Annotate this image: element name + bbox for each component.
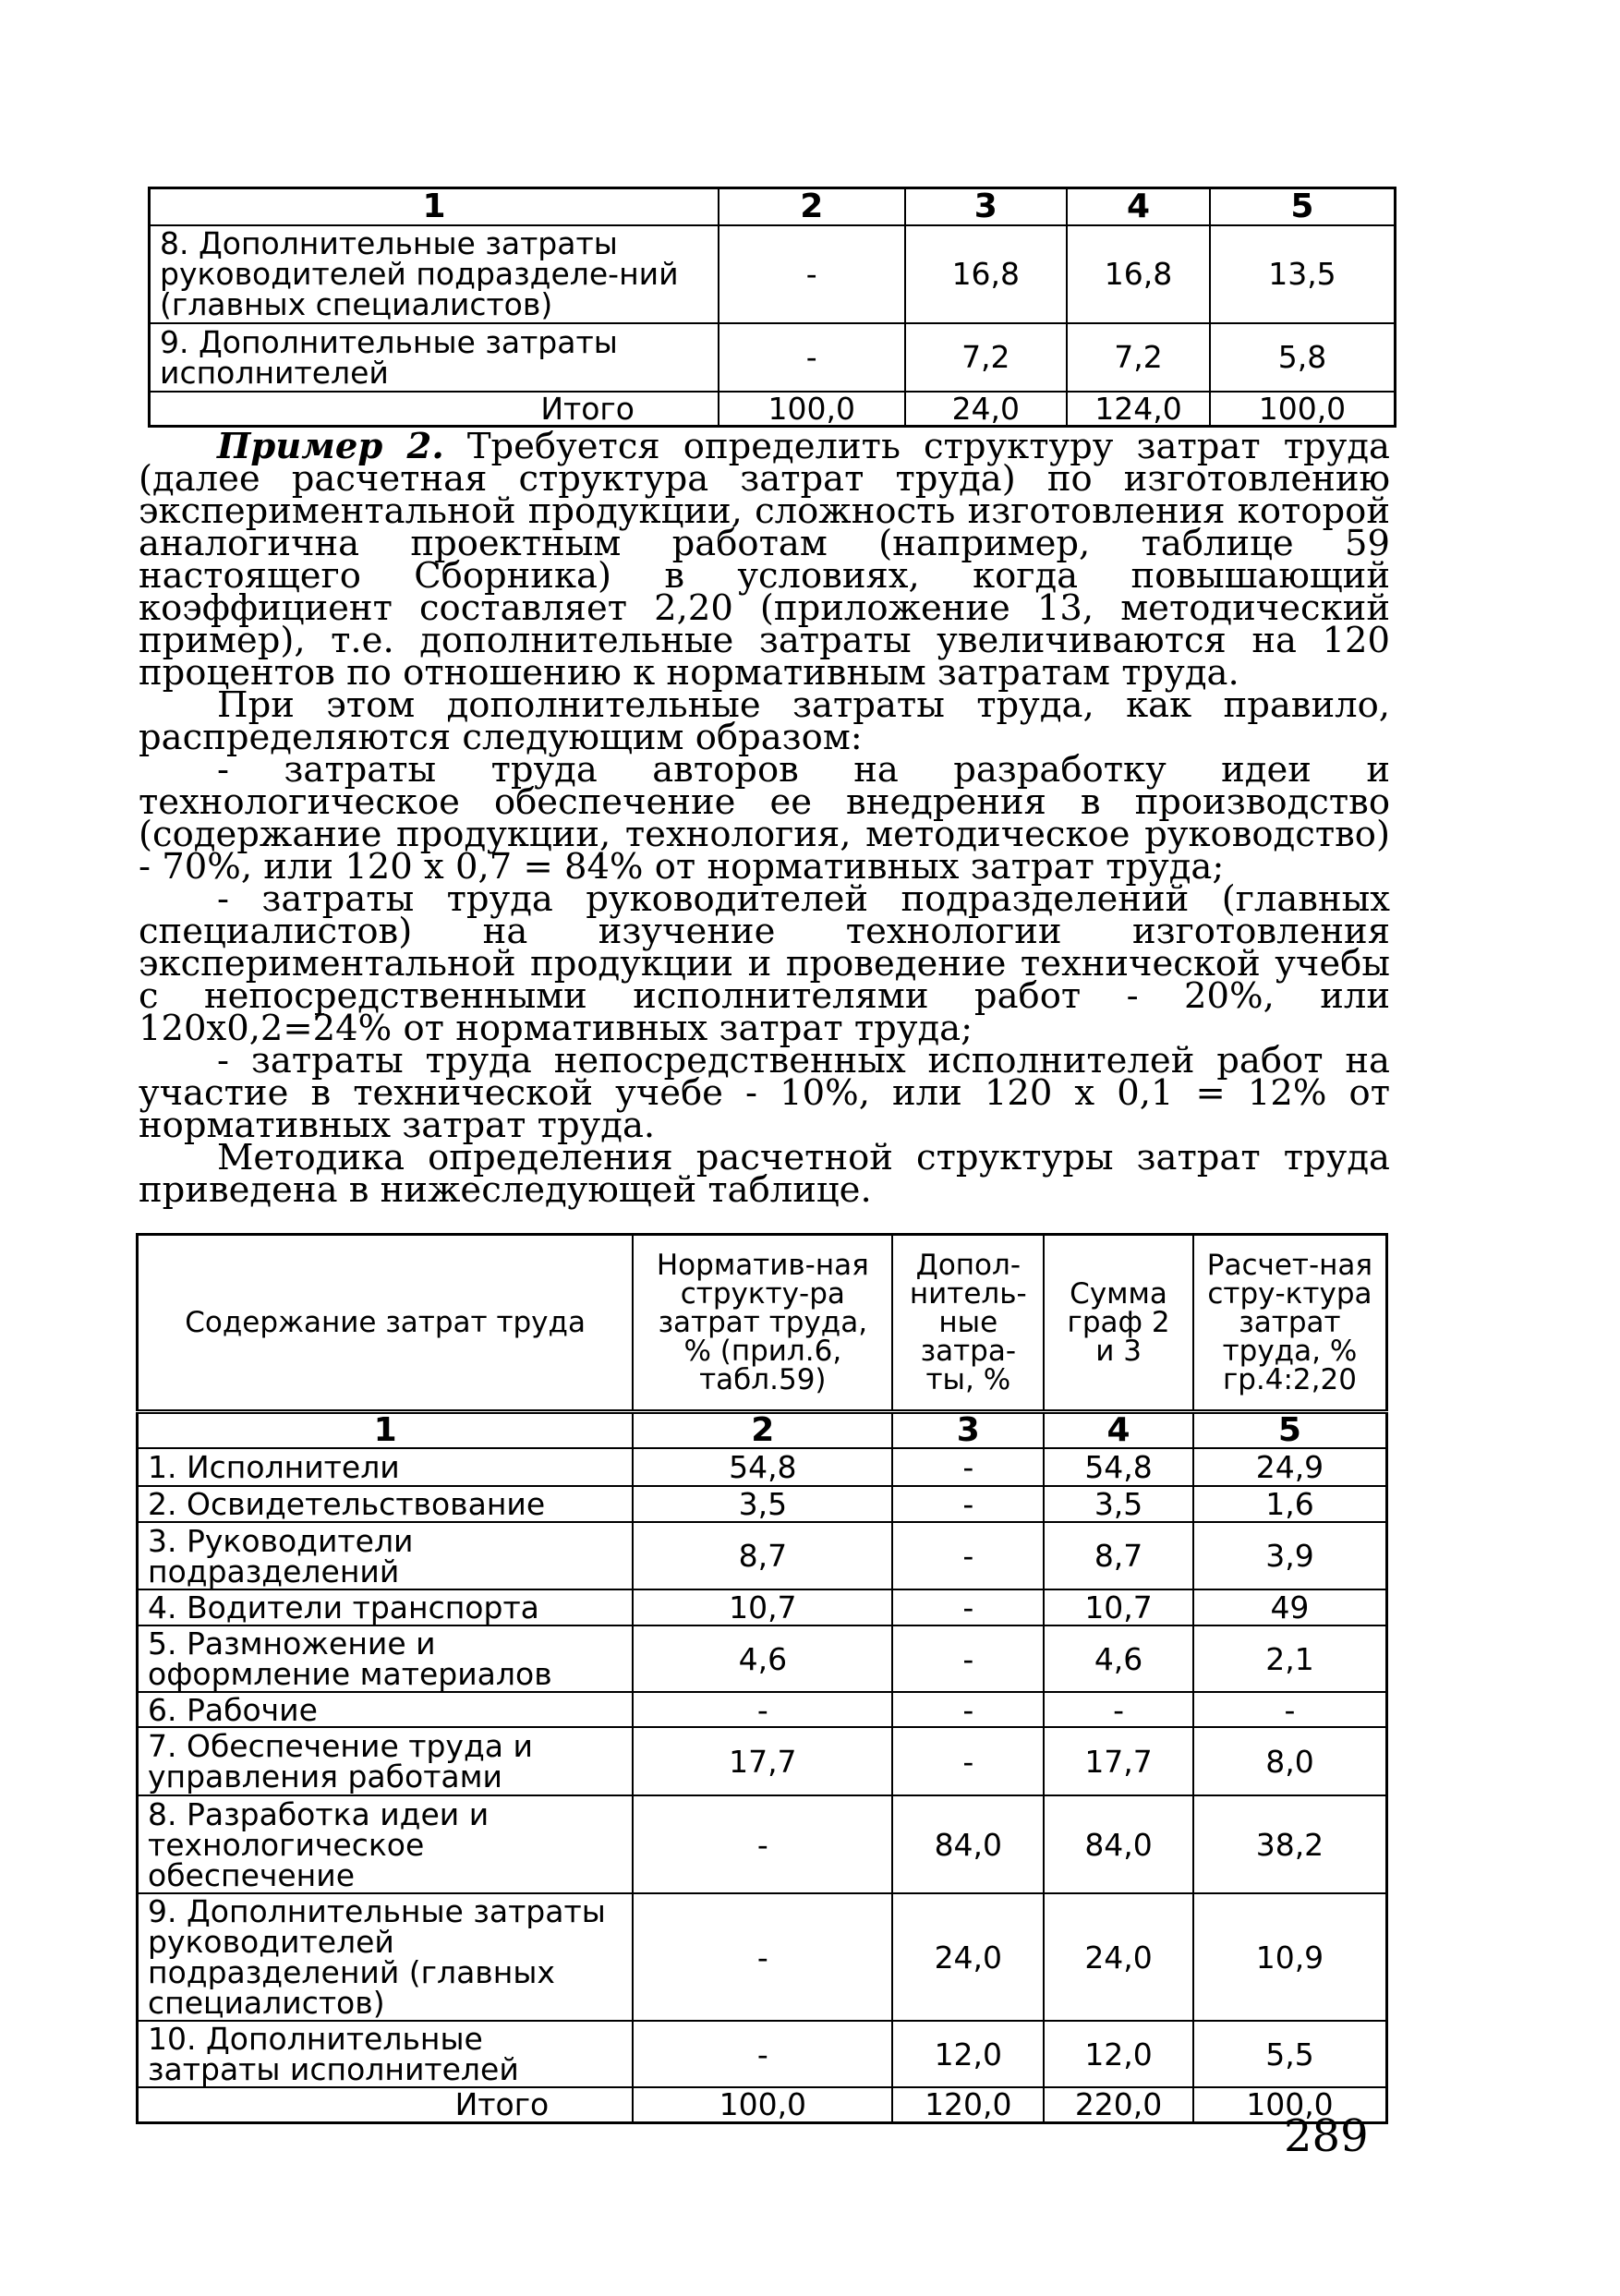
cell-value: 3,5 <box>633 1486 892 1522</box>
cell-value: 17,7 <box>1044 1727 1193 1795</box>
table2-header-row <box>138 1235 1387 1412</box>
column-number: 2 <box>633 1412 892 1449</box>
table-row <box>138 2021 1387 2087</box>
table-row <box>138 1625 1387 1692</box>
row-label: 3. Руководители подразделений <box>138 1522 634 1589</box>
cell-value: 49 <box>1193 1589 1387 1625</box>
total-value: 100,0 <box>1210 392 1396 427</box>
cell-value: - <box>892 1692 1044 1727</box>
row-label: 4. Водители транспорта <box>138 1589 634 1625</box>
table1-header-5: 5 <box>1210 188 1396 225</box>
example-lead: Пример 2. <box>217 426 444 467</box>
paragraph: - затраты труда непосредственных исполнителей работ на участие в технической учебе - 10%, или 120 х 0,1 = 12% от нормативных затрат труда. <box>139 1040 1390 1146</box>
total-value: 124,0 <box>1067 392 1210 427</box>
cell-value: 13,5 <box>1210 225 1396 323</box>
cell-value: - <box>719 225 905 323</box>
total-value: 100,0 <box>633 2087 892 2122</box>
total-value: 220,0 <box>1044 2087 1193 2122</box>
structure-table-continued <box>148 187 1396 428</box>
table-row <box>150 225 1396 323</box>
column-number: 3 <box>892 1412 1044 1449</box>
cell-value: 8,0 <box>1193 1727 1387 1795</box>
cell-value: 5,8 <box>1210 323 1396 392</box>
total-value: 100,0 <box>719 392 905 427</box>
cell-value: 84,0 <box>1044 1795 1193 1893</box>
cell-value: 16,8 <box>905 225 1068 323</box>
table-row <box>138 1727 1387 1795</box>
table2-number-row <box>138 1412 1387 1449</box>
table1-total-row <box>150 392 1396 427</box>
table-row <box>138 1448 1387 1486</box>
cell-value: - <box>892 1727 1044 1795</box>
cell-value: - <box>633 1795 892 1893</box>
cell-value: - <box>892 1522 1044 1589</box>
table1-header-3: 3 <box>905 188 1068 225</box>
column-number: 1 <box>138 1412 634 1449</box>
cell-value: 4,6 <box>1044 1625 1193 1692</box>
cell-value: - <box>633 1692 892 1727</box>
cell-value: 12,0 <box>892 2021 1044 2087</box>
table1-header-4: 4 <box>1067 188 1210 225</box>
paragraph-example <box>139 426 1391 694</box>
column-number: 5 <box>1193 1412 1387 1449</box>
cell-value: 54,8 <box>1044 1448 1193 1486</box>
row-label: 9. Дополнительные затраты руководителей подразделений (главных специалистов) <box>138 1893 634 2021</box>
cell-value: - <box>633 2021 892 2087</box>
page-number: 289 <box>1284 2110 1369 2162</box>
row-label: 2. Освидетельствование <box>138 1486 634 1522</box>
body-text <box>139 426 1391 1211</box>
cell-value: 10,7 <box>633 1589 892 1625</box>
row-label: 5. Размножение и оформление материалов <box>138 1625 634 1692</box>
row-label: 9. Дополнительные затраты исполнителей <box>150 323 719 392</box>
cell-value: - <box>892 1625 1044 1692</box>
cell-value: 7,2 <box>905 323 1068 392</box>
cell-value: 3,5 <box>1044 1486 1193 1522</box>
row-label: 8. Разработка идеи и технологическое обеспечение <box>138 1795 634 1893</box>
cell-value: 2,1 <box>1193 1625 1387 1692</box>
cell-value: 24,9 <box>1193 1448 1387 1486</box>
total-value: 24,0 <box>905 392 1068 427</box>
cell-value: 8,7 <box>1044 1522 1193 1589</box>
cell-value: 10,9 <box>1193 1893 1387 2021</box>
cell-value: 12,0 <box>1044 2021 1193 2087</box>
header-additional: Допол-нитель-ные затра-ты, % <box>892 1235 1044 1412</box>
cell-value: 5,5 <box>1193 2021 1387 2087</box>
total-value: 120,0 <box>892 2087 1044 2122</box>
row-label: 10. Дополнительные затраты исполнителей <box>138 2021 634 2087</box>
table2-total-row <box>138 2087 1387 2122</box>
cell-value: 54,8 <box>633 1448 892 1486</box>
row-label: 7. Обеспечение труда и управления работами <box>138 1727 634 1795</box>
table-row <box>138 1589 1387 1625</box>
paragraph: - затраты труда руководителей подразделений (главных специалистов) на изучение технологии изготовления экспериментальной продукции и проведение технической учебы с непосредственными исполнителями работ - 20%, или 120х0,2=24% от нормативных затрат труда; <box>139 878 1390 1049</box>
cell-value: - <box>892 1448 1044 1486</box>
total-label: Итого <box>138 2087 634 2122</box>
total-label: Итого <box>150 392 719 427</box>
cell-value: 7,2 <box>1067 323 1210 392</box>
row-label: 1. Исполнители <box>138 1448 634 1486</box>
cell-value: - <box>633 1893 892 2021</box>
table1-header-1: 1 <box>150 188 719 225</box>
cell-value: - <box>1193 1692 1387 1727</box>
example-text: Требуется определить структуру затрат труда (далее расчетная структура затрат труда) по изготовлению экспериментальной продукции, сложность изготовления которой аналогична проектным работам (например, таблице 59 настоящего Сборника) в условиях, когда повышающий коэффициент составляет 2,20 (приложение 13, методический пример), т.е. дополнительные затраты увеличиваются на 120 процентов по отношению к нормативным затратам труда. <box>139 426 1391 694</box>
cell-value: - <box>892 1589 1044 1625</box>
table-row <box>138 1893 1387 2021</box>
row-label: 6. Рабочие <box>138 1692 634 1727</box>
paragraph: При этом дополнительные затраты труда, как правило, распределяются следующим образом: <box>139 684 1390 758</box>
cell-value: - <box>892 1486 1044 1522</box>
cell-value: 24,0 <box>1044 1893 1193 2021</box>
cell-value: 1,6 <box>1193 1486 1387 1522</box>
cell-value: 24,0 <box>892 1893 1044 2021</box>
table-row <box>138 1692 1387 1727</box>
header-sum: Сумма граф 2 и 3 <box>1044 1235 1193 1412</box>
table-row <box>138 1795 1387 1893</box>
paragraph: Методика определения расчетной структуры затрат труда приведена в нижеследующей таблице. <box>139 1137 1390 1211</box>
cell-value: 3,9 <box>1193 1522 1387 1589</box>
cell-value: 10,7 <box>1044 1589 1193 1625</box>
column-number: 4 <box>1044 1412 1193 1449</box>
total-value: 100,0 <box>1193 2087 1387 2122</box>
table1-header-row <box>150 188 1396 225</box>
header-normative: Норматив-ная структу-ра затрат труда, % (прил.6, табл.59) <box>633 1235 892 1412</box>
cell-value: 17,7 <box>633 1727 892 1795</box>
calculation-table <box>136 1233 1388 2124</box>
table1-header-2: 2 <box>719 188 905 225</box>
header-content: Содержание затрат труда <box>138 1235 634 1412</box>
cell-value: - <box>1044 1692 1193 1727</box>
cell-value: 8,7 <box>633 1522 892 1589</box>
cell-value: 38,2 <box>1193 1795 1387 1893</box>
table-row <box>138 1486 1387 1522</box>
cell-value: 4,6 <box>633 1625 892 1692</box>
table-row <box>150 323 1396 392</box>
cell-value: - <box>719 323 905 392</box>
cell-value: 84,0 <box>892 1795 1044 1893</box>
cell-value: 16,8 <box>1067 225 1210 323</box>
row-label: 8. Дополнительные затраты руководителей подразделе-ний (главных специалистов) <box>150 225 719 323</box>
header-calculated: Расчет-ная стру-ктура затрат труда, % гр.4:2,20 <box>1193 1235 1387 1412</box>
table-row <box>138 1522 1387 1589</box>
paragraph: - затраты труда авторов на разработку идеи и технологическое обеспечение ее внедрения в производство (содержание продукции, технология, методическое руководство) - 70%, или 120 х 0,7 = 84% от нормативных затрат труда; <box>139 749 1390 888</box>
